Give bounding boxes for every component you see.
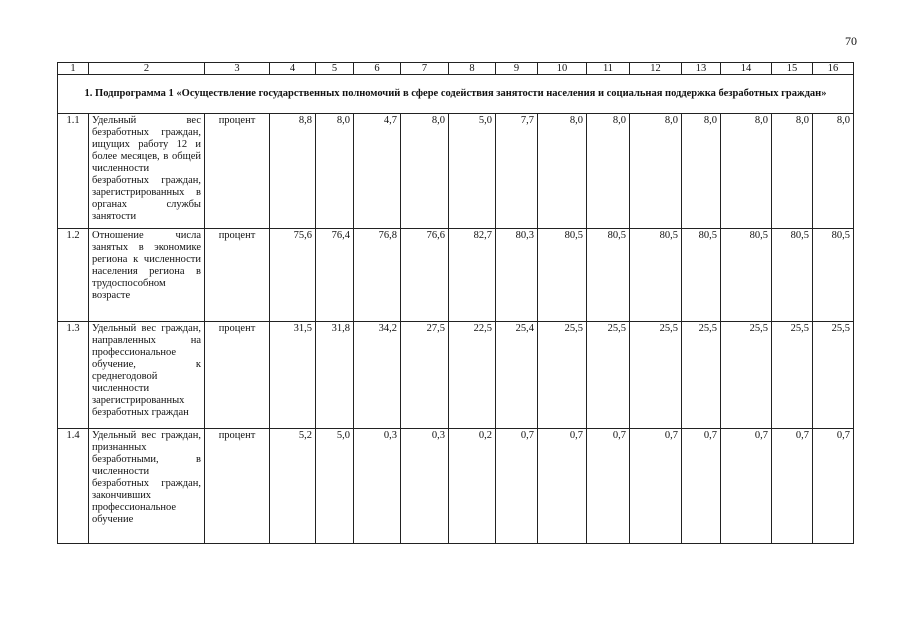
section-row (58, 75, 854, 114)
value-cell: 34,2 (354, 322, 401, 429)
column-number: 15 (772, 63, 813, 75)
value-cell: 8,0 (682, 114, 721, 229)
value-cell: 31,8 (316, 322, 354, 429)
section-title: 1. Подпрограмма 1 «Осуществление государственных полномочий в сфере содействия занятости населения и социальная поддержка безработных граждан» (58, 75, 854, 114)
page-number: 70 (845, 34, 857, 48)
column-number: 16 (813, 63, 854, 75)
row-number: 1.2 (58, 229, 89, 322)
table-row (58, 322, 854, 429)
value-cell: 0,7 (813, 429, 854, 544)
row-number: 1.1 (58, 114, 89, 229)
value-cell: 0,7 (721, 429, 772, 544)
indicator-name: Удельный вес граждан, признанных безработными, в численности безработных граждан, закончивших профессиональное обучение (89, 429, 205, 544)
value-cell: 0,7 (630, 429, 682, 544)
value-cell: 0,7 (587, 429, 630, 544)
value-cell: 25,5 (538, 322, 587, 429)
value-cell: 8,0 (316, 114, 354, 229)
indicator-name: Удельный вес граждан, направленных на профессиональное обучение, к среднегодовой численности зарегистрированных безработных граждан (89, 322, 205, 429)
value-cell: 80,5 (587, 229, 630, 322)
value-cell: 80,3 (496, 229, 538, 322)
indicator-name: Удельный вес безработных граждан, ищущих работу 12 и более месяцев, в общей численности безработных граждан, зарегистрированных в органах службы занятости (89, 114, 205, 229)
table-row (58, 114, 854, 229)
value-cell: 80,5 (772, 229, 813, 322)
value-cell: 25,5 (813, 322, 854, 429)
row-number: 1.4 (58, 429, 89, 544)
column-number: 4 (270, 63, 316, 75)
unit-cell: процент (205, 322, 270, 429)
unit-cell: процент (205, 114, 270, 229)
value-cell: 0,7 (496, 429, 538, 544)
value-cell: 8,0 (538, 114, 587, 229)
value-cell: 0,3 (354, 429, 401, 544)
value-cell: 25,5 (630, 322, 682, 429)
value-cell: 82,7 (449, 229, 496, 322)
value-cell: 76,8 (354, 229, 401, 322)
value-cell: 5,0 (316, 429, 354, 544)
row-number: 1.3 (58, 322, 89, 429)
value-cell: 8,0 (721, 114, 772, 229)
value-cell: 5,2 (270, 429, 316, 544)
column-number: 3 (205, 63, 270, 75)
value-cell: 0,2 (449, 429, 496, 544)
value-cell: 25,5 (721, 322, 772, 429)
table-row (58, 429, 854, 544)
value-cell: 0,7 (682, 429, 721, 544)
column-number: 10 (538, 63, 587, 75)
value-cell: 27,5 (401, 322, 449, 429)
column-number: 6 (354, 63, 401, 75)
value-cell: 8,0 (772, 114, 813, 229)
column-number: 14 (721, 63, 772, 75)
column-number-row (58, 63, 854, 75)
unit-cell: процент (205, 429, 270, 544)
value-cell: 76,4 (316, 229, 354, 322)
column-number: 12 (630, 63, 682, 75)
column-number: 9 (496, 63, 538, 75)
column-number: 5 (316, 63, 354, 75)
value-cell: 25,4 (496, 322, 538, 429)
indicators-table (57, 62, 854, 544)
value-cell: 0,3 (401, 429, 449, 544)
value-cell: 80,5 (538, 229, 587, 322)
value-cell: 0,7 (538, 429, 587, 544)
column-number: 2 (89, 63, 205, 75)
value-cell: 8,8 (270, 114, 316, 229)
value-cell: 80,5 (630, 229, 682, 322)
value-cell: 80,5 (721, 229, 772, 322)
column-number: 7 (401, 63, 449, 75)
indicator-name: Отношение числа занятых в экономике региона к численности населения региона в трудоспособном возрасте (89, 229, 205, 322)
value-cell: 8,0 (813, 114, 854, 229)
value-cell: 0,7 (772, 429, 813, 544)
value-cell: 8,0 (401, 114, 449, 229)
column-number: 8 (449, 63, 496, 75)
column-number: 1 (58, 63, 89, 75)
value-cell: 22,5 (449, 322, 496, 429)
value-cell: 8,0 (630, 114, 682, 229)
value-cell: 8,0 (587, 114, 630, 229)
value-cell: 25,5 (587, 322, 630, 429)
value-cell: 75,6 (270, 229, 316, 322)
table-row (58, 229, 854, 322)
value-cell: 25,5 (682, 322, 721, 429)
column-number: 13 (682, 63, 721, 75)
column-number: 11 (587, 63, 630, 75)
value-cell: 25,5 (772, 322, 813, 429)
unit-cell: процент (205, 229, 270, 322)
value-cell: 80,5 (813, 229, 854, 322)
value-cell: 4,7 (354, 114, 401, 229)
value-cell: 31,5 (270, 322, 316, 429)
value-cell: 5,0 (449, 114, 496, 229)
value-cell: 80,5 (682, 229, 721, 322)
value-cell: 7,7 (496, 114, 538, 229)
value-cell: 76,6 (401, 229, 449, 322)
